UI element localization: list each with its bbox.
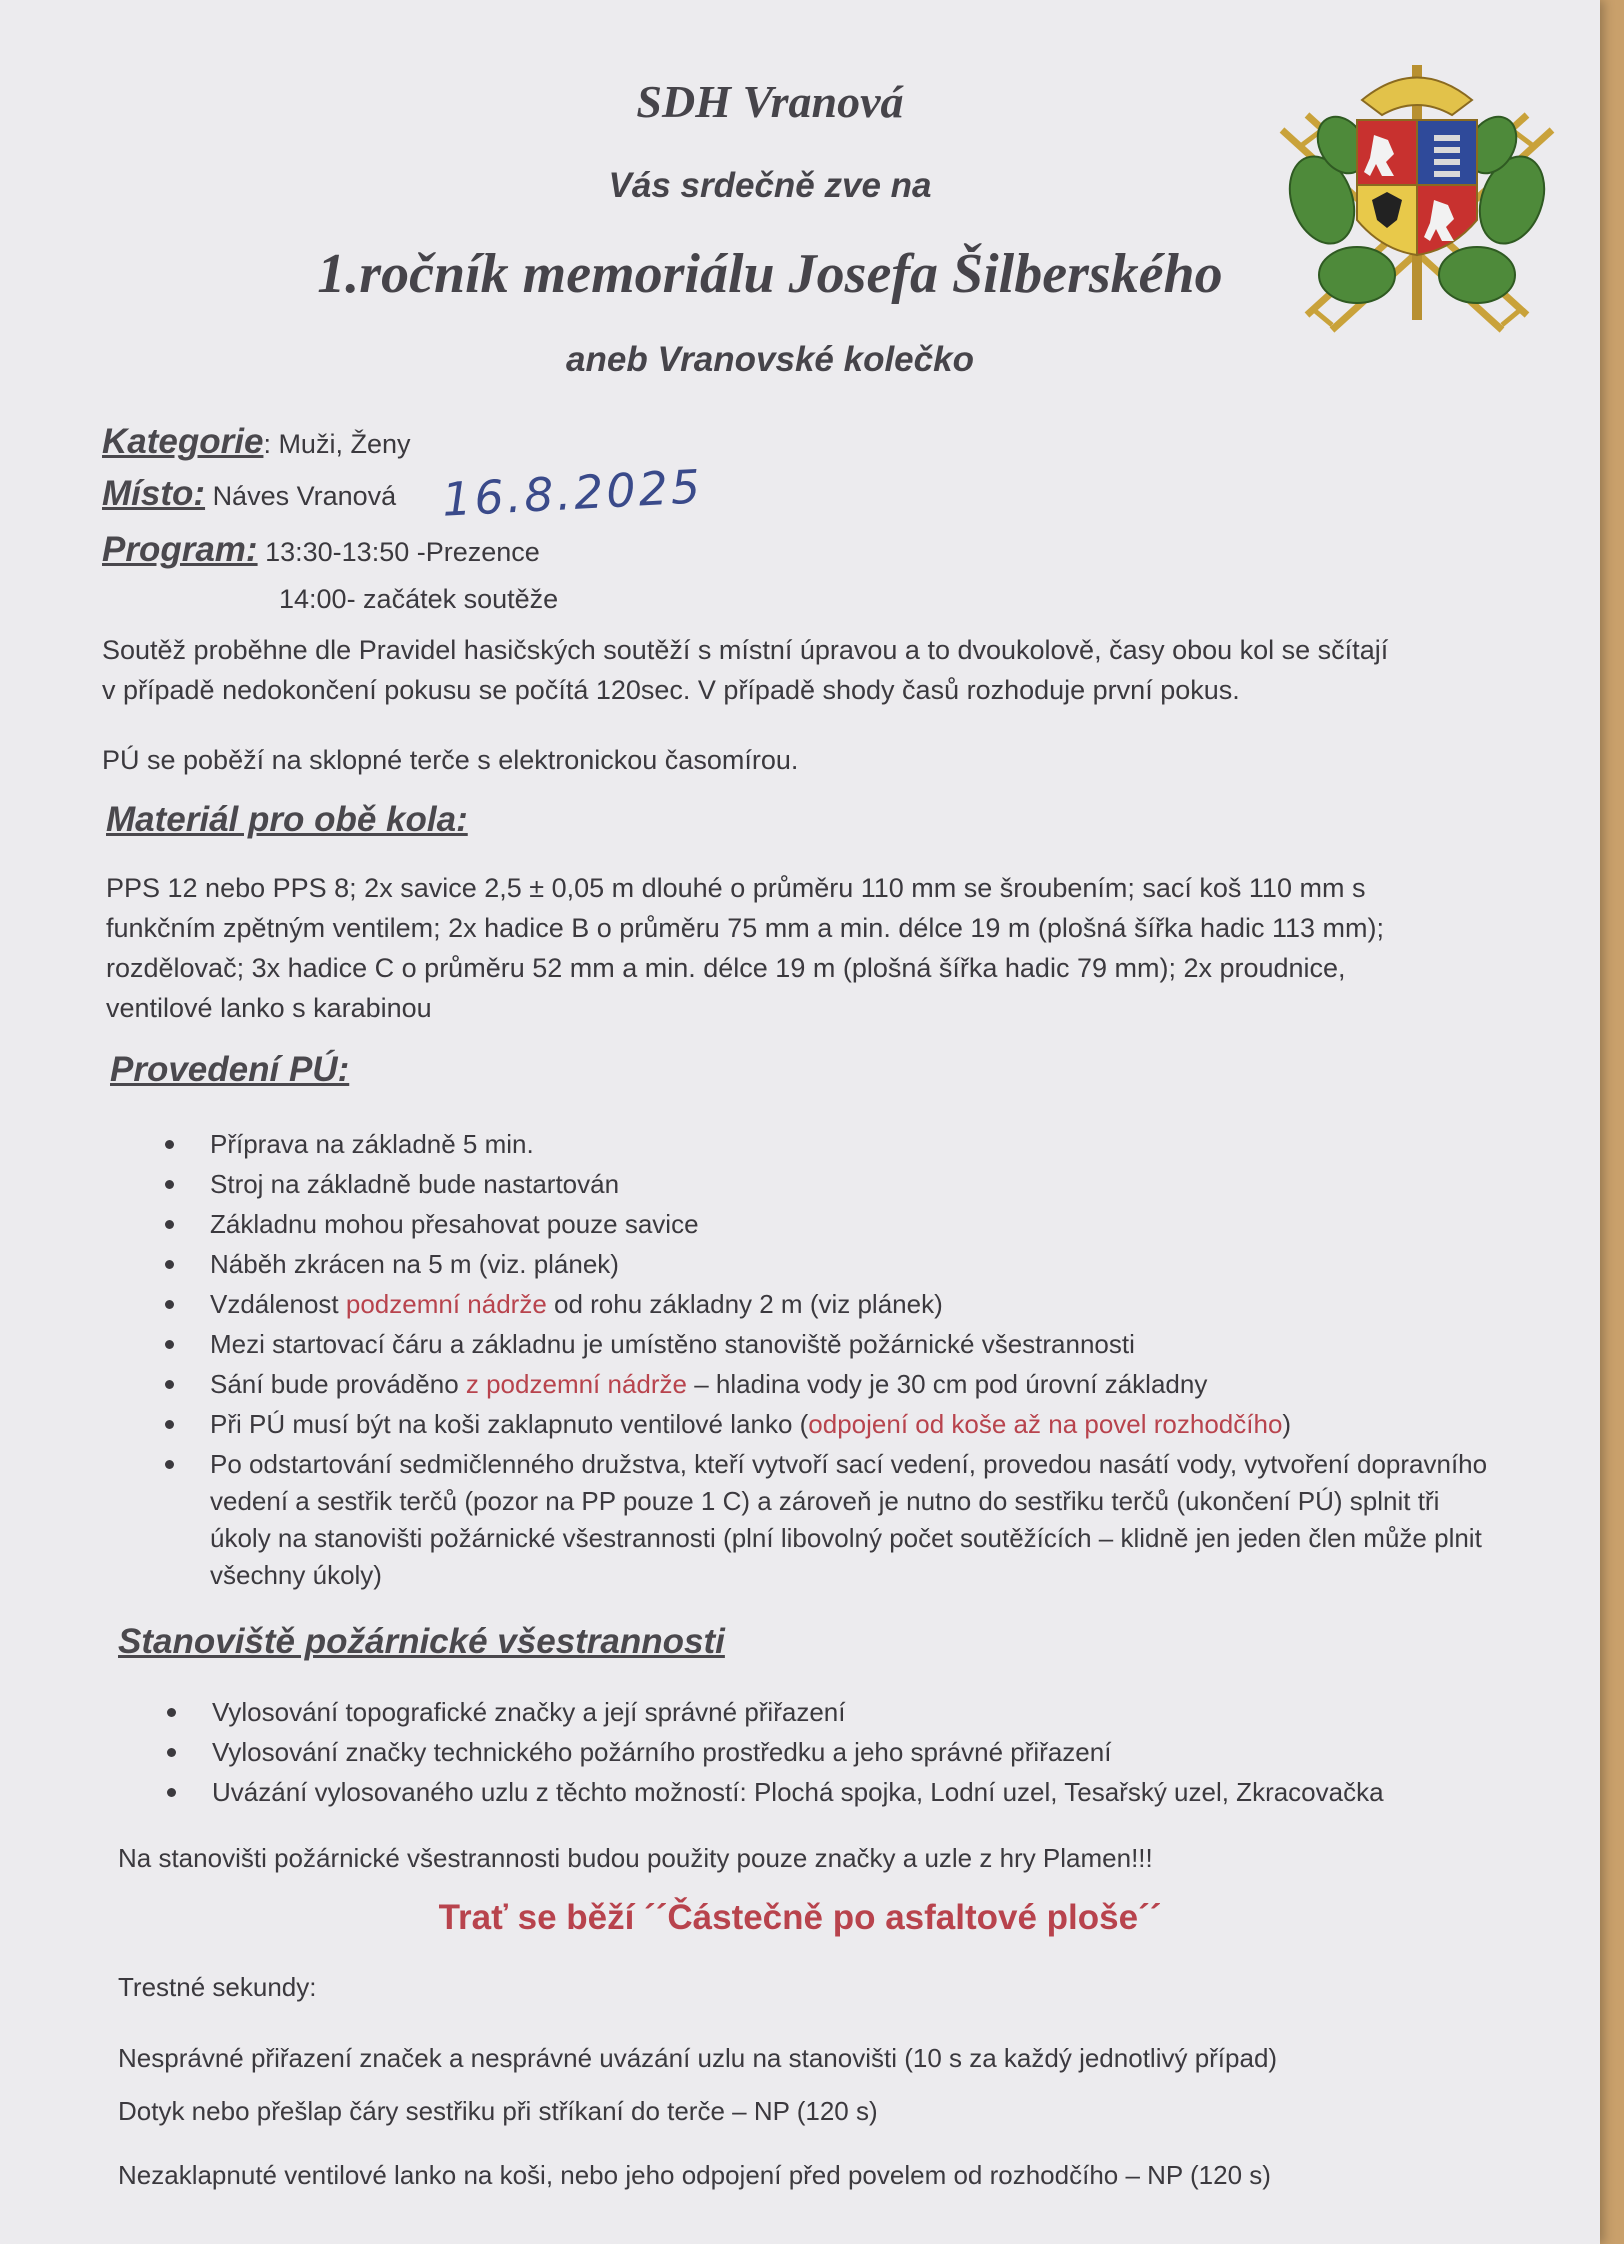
list-item: Vylosování značky technického požárního prostředku a jeho správné přiřazení [162,1734,1492,1771]
text-fragment: Vzdálenost [210,1289,346,1319]
material-heading: Materiál pro obě kola: [106,800,468,839]
list-item: Náběh zkrácen na 5 m (viz. plánek) [160,1246,1490,1283]
station-note: Na stanovišti požárnické všestrannosti budou použity pouze značky a uzle z hry Plamen!!! [118,1843,1153,1873]
highlight-text: odpojení od koše až na povel rozhodčího [808,1409,1283,1439]
category-label: Kategorie [102,422,264,461]
program-label: Program: [102,530,258,569]
material-line: funkčním zpětným ventilem; 2x hadice B o průměru 75 mm a min. délce 19 m (plošná šířka hadic 113 mm); [106,913,1385,943]
place-label: Místo: [102,474,206,513]
list-item: Příprava na základně 5 min. [160,1126,1490,1163]
place-value: Náves Vranová [212,481,397,511]
execution-heading: Provedení PÚ: [110,1050,350,1089]
firefighter-emblem-icon [1262,60,1572,340]
intro-paragraph [102,630,1388,710]
invitation-line: Vás srdečně zve na [608,166,932,205]
penalties-title: Trestné sekundy: [118,1972,317,2002]
text-fragment: Sání bude prováděno [210,1369,466,1399]
list-item: Stroj na základně bude nastartován [160,1166,1490,1203]
text-fragment: Při PÚ musí být na koši zaklapnuto ventilové lanko ( [210,1409,809,1439]
list-item: Základnu mohou přesahovat pouze savice [160,1206,1490,1243]
material-line: PPS 12 nebo PPS 8; 2x savice 2,5 ± 0,05 m dlouhé o průměru 110 mm se šroubením; sací koš 110 mm s [106,873,1366,903]
program-time-2: 14:00- začátek soutěže [279,584,559,614]
list-item [160,1286,1490,1323]
highlight-text: z podzemní nádrže [465,1369,688,1399]
material-line: rozdělovač; 3x hadice C o průměru 52 mm a min. délce 19 m (plošná šířka hadic 79 mm); 2x proudnice, [106,953,1346,983]
intro-line-1: Soutěž proběhne dle Pravidel hasičských soutěží s místní úpravou a to dvoukolově, časy obou kol se sčítají [102,635,1389,665]
list-item [160,1406,1490,1443]
material-paragraph [106,868,1384,1028]
station-list [162,1694,1492,1814]
text-fragment: ) [1282,1409,1292,1439]
track-note: Trať se běží ´´Částečně po asfaltové ploše´´ [438,1898,1162,1937]
program-time-1: 13:30-13:50 -Prezence [265,537,540,567]
category-line [102,422,410,462]
penalty-item: Nezaklapnuté ventilové lanko na koši, nebo jeho odpojení před povelem od rozhodčího – NP (120 s) [118,2160,1271,2190]
handwritten-date: 16.8.2025 [440,459,705,527]
place-line [102,474,396,514]
list-item: Uvázání vylosovaného uzlu z těchto možností: Plochá spojka, Lodní uzel, Tesařský uzel, Zkracovačka [162,1774,1492,1811]
list-item [160,1366,1490,1403]
penalty-item: Nesprávné přiřazení značek a nesprávné uvázání uzlu na stanovišti (10 s za každý jednotlivý případ) [118,2043,1278,2073]
material-line: ventilové lanko s karabinou [106,993,432,1023]
station-heading: Stanoviště požárnické všestrannosti [118,1622,725,1661]
penalty-item: Dotyk nebo přešlap čáry sestřiku při stříkaní do terče – NP (120 s) [118,2096,878,2126]
event-subtitle: aneb Vranovské kolečko [566,340,974,379]
target-note: PÚ se poběží na sklopné terče s elektronickou časomírou. [102,745,799,775]
event-title: 1.ročník memoriálu Josefa Šilberského [317,243,1223,305]
program-line [102,530,540,570]
organization-title: SDH Vranová [636,76,904,127]
category-value: : Muži, Ženy [263,429,411,459]
list-item: Vylosování topografické značky a její správné přiřazení [162,1694,1492,1731]
intro-line-2: v případě nedokončení pokusu se počítá 120sec. V případě shody časů rozhoduje první pokus. [102,675,1240,705]
text-fragment: – hladina vody je 30 cm pod úrovní základny [687,1369,1208,1399]
highlight-text: podzemní nádrže [345,1289,547,1319]
list-item: Po odstartování sedmičlenného družstva, kteří vytvoří sací vedení, provedou nasátí vody, vytvoření dopravního vedení a sestřik terčů (pozor na PP pouze 1 C) a zároveň je nutno do sestřiku terčů (ukončení PÚ) splnit tři úkoly na stanovišti požárnické všestrannosti (plní libovolný počet soutěžících – klidně jen jeden člen může plnit všechny úkoly) [160,1446,1490,1594]
list-item: Mezi startovací čáru a základnu je umístěno stanoviště požárnické všestrannosti [160,1326,1490,1363]
text-fragment: od rohu základny 2 m (viz plánek) [546,1289,943,1319]
execution-list [160,1126,1490,1597]
